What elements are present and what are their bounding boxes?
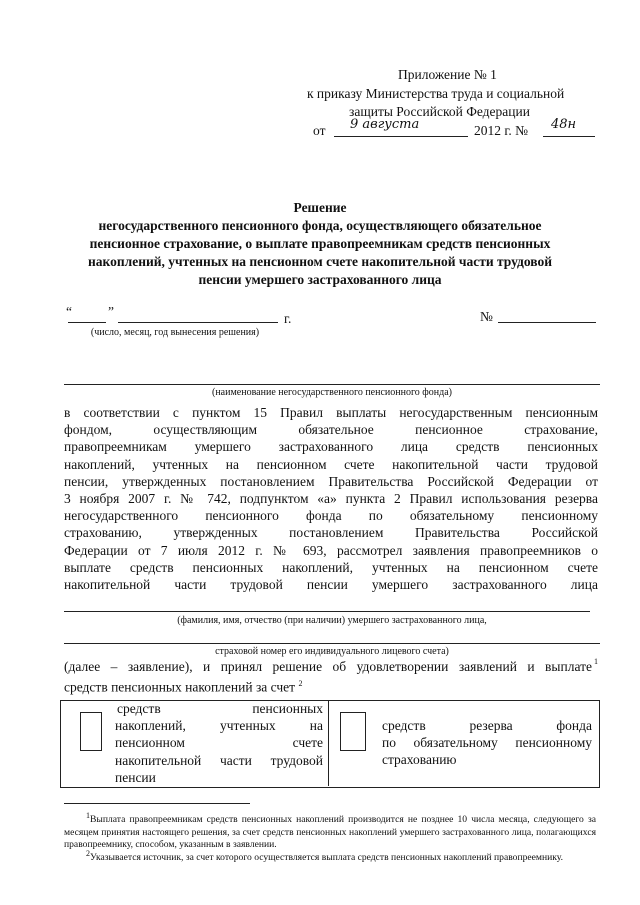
option-line: накоплений, учтенных на — [115, 718, 323, 734]
option-line: средств резерва фонда — [382, 718, 592, 733]
snils-caption: страховой номер его индивидуального лицевого счета) — [215, 646, 449, 657]
handwritten-number: 48н — [551, 117, 577, 132]
footnote-text: Выплата правопреемникам средств пенсионных накоплений производится не позднее 10 числа месяца, следующего за месяцем принятия настоящего решения, за счет средств пенсионных накоплений умершего застрахованного лица, полагающихся правопреемнику, способом, указанным в заявлении. — [64, 814, 596, 850]
title-line: пенсии умершего застрахованного лица — [198, 272, 442, 287]
ministry-name: защиты Российской Федерации — [349, 104, 530, 119]
body-line: 3 ноября 2007 г. № 742, подпунктом «а» пункта 2 Правил использования резерва — [64, 491, 598, 507]
document-title — [0, 199, 640, 289]
handwritten-date: 9 августа — [350, 117, 420, 132]
decision-line — [64, 658, 592, 675]
deceased-name-caption: (фамилия, имя, отчество (при наличии) умершего застрахованного лица, — [177, 615, 487, 626]
month-year-field[interactable] — [118, 322, 278, 323]
body-line: фондом, осуществляющим обязательное пенсионное страхование, — [64, 422, 598, 438]
footnote-ref-2: 2 — [298, 679, 303, 689]
reserve-fund-checkbox[interactable] — [340, 712, 366, 751]
quote-close: ” — [108, 304, 114, 319]
decision-line-text: средств пенсионных накоплений за счет — [64, 679, 296, 695]
table-divider — [328, 700, 329, 786]
body-paragraph — [64, 404, 598, 593]
body-line: выплате средств пенсионных накоплений, учтенных на пенсионном счете — [64, 559, 598, 575]
option-line: пенсии — [115, 769, 156, 785]
fund-name-field[interactable] — [64, 384, 600, 385]
body-line: правопреемникам умершего застрахованного лица средств пенсионных — [64, 439, 598, 455]
body-line: Федерации от 7 июля 2012 г. № 693, рассмотрел заявления правопреемников о — [64, 542, 598, 558]
number-label: № — [480, 309, 493, 324]
order-reference: к приказу Министерства труда и социальной — [307, 86, 565, 101]
option-line: накопительной части трудовой — [115, 752, 323, 768]
decision-text — [64, 658, 604, 696]
title-line: накоплений, учтенных на пенсионном счете накопительной части трудовой — [87, 254, 553, 269]
from-label: от — [313, 123, 326, 138]
pension-savings-checkbox[interactable] — [80, 712, 102, 751]
footnote-text: Указывается источник, за счет которого осуществляется выплата средств пенсионных накоплений правопреемнику. — [90, 852, 564, 864]
date-line — [334, 136, 468, 137]
body-line: страхованию, утвержденных постановлением Правительства Российской — [64, 525, 598, 541]
decision-line-text: (далее – заявление), и принял решение об удовлетворении заявлений и выплате — [64, 659, 592, 674]
option-line: страхованию — [382, 752, 457, 768]
quote-open: “ — [66, 304, 72, 319]
body-line: негосударственного пенсионного фонда по обязательному пенсионному — [64, 508, 598, 524]
order-number-line — [543, 136, 595, 137]
body-line: в соответствии с пунктом 15 Правил выплаты негосударственным пенсионным — [64, 405, 598, 420]
body-line: накопительной части трудовой пенсии умершего застрахованного лица — [64, 577, 598, 593]
decision-number-field[interactable] — [498, 322, 596, 323]
footnote-ref-1: 1 — [594, 657, 598, 666]
footnote-1 — [64, 810, 596, 851]
deceased-name-field[interactable] — [64, 611, 590, 612]
footnote-mark: 2 — [86, 849, 90, 858]
day-field[interactable] — [68, 322, 106, 323]
appendix-title: Приложение № 1 — [398, 67, 497, 82]
year-label: 2012 г. № — [474, 123, 529, 138]
snils-field[interactable] — [64, 643, 600, 644]
option-line: средств пенсионных — [117, 701, 323, 716]
date-caption: (число, месяц, год вынесения решения) — [90, 327, 260, 338]
fund-name-caption: (наименование негосударственного пенсионного фонда) — [212, 387, 452, 398]
option-line: по обязательному пенсионному — [382, 735, 592, 751]
decision-line — [64, 675, 604, 696]
title-line: пенсионное страхование, о выплате правопреемникам средств пенсионных — [89, 236, 551, 251]
pension-savings-option — [115, 700, 323, 786]
reserve-fund-option — [382, 717, 592, 769]
body-line: накоплений, учтенных на пенсионном счете накопительной части трудовой — [64, 456, 598, 472]
title-line: негосударственного пенсионного фонда, осуществляющего обязательное — [98, 218, 542, 233]
footnote-separator — [64, 803, 250, 804]
body-line: пенсии, утвержденных постановлением Правительства Российской Федерации от — [64, 473, 598, 489]
footnote-2 — [64, 848, 596, 865]
option-line: пенсионном счете — [115, 735, 323, 751]
title-word: Решение — [293, 200, 347, 215]
year-suffix: г. — [284, 311, 292, 326]
footnote-mark: 1 — [86, 811, 90, 820]
